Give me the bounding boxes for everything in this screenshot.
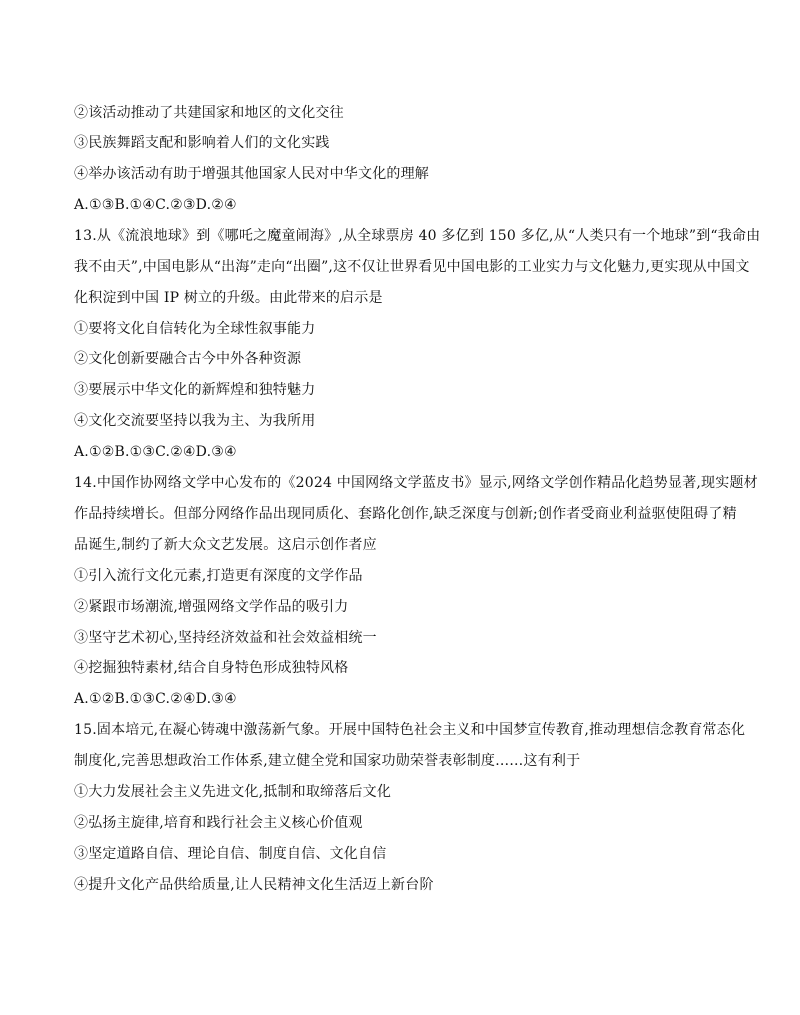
q14-option-1: ①引入流行文化元素,打造更有深度的文学作品 bbox=[74, 568, 363, 584]
q13-stem-line-1: 13.从《流浪地球》到《哪吒之魔童闹海》,从全球票房 40 多亿到 150 多亿,从“人类只有一个地球”到“我命由 bbox=[74, 228, 761, 244]
q15-stem-line-2: 制度化,完善思想政治工作体系,建立健全党和国家功勋荣誉表彰制度……这有利于 bbox=[74, 753, 581, 769]
q14-answer-choices: A.①②B.①③C.②④D.③④ bbox=[74, 691, 237, 707]
q14-stem-line-2: 作品持续增长。但部分网络作品出现同质化、套路化创作,缺乏深度与创新;创作者受商业利益驱使阻碍了精 bbox=[74, 506, 737, 522]
q14-option-2: ②紧跟市场潮流,增强网络文学作品的吸引力 bbox=[74, 599, 349, 615]
q15-option-1: ①大力发展社会主义先进文化,抵制和取缔落后文化 bbox=[74, 784, 392, 800]
prev-answer-choices: A.①③B.①④C.②③D.②④ bbox=[74, 197, 237, 213]
q15-option-3: ③坚定道路自信、理论自信、制度自信、文化自信 bbox=[74, 846, 387, 862]
q14-option-4: ④挖掘独特素材,结合自身特色形成独特风格 bbox=[74, 660, 349, 676]
q13-stem-line-2: 我不由天”,中国电影从“出海”走向“出圈”,这不仅让世界看见中国电影的工业实力与文化魅力,更实现从中国文 bbox=[74, 259, 750, 275]
q13-stem-line-3: 化积淀到中国 IP 树立的升级。由此带来的启示是 bbox=[74, 290, 383, 306]
q15-option-4: ④提升文化产品供给质量,让人民精神文化生活迈上新台阶 bbox=[74, 877, 434, 893]
q13-option-1: ①要将文化自信转化为全球性叙事能力 bbox=[74, 321, 316, 337]
q13-answer-choices: A.①②B.①③C.②④D.③④ bbox=[74, 444, 237, 460]
q13-option-3: ③要展示中华文化的新辉煌和独特魅力 bbox=[74, 382, 316, 398]
q15-stem-line-1: 15.固本培元,在凝心铸魂中激荡新气象。开展中国特色社会主义和中国梦宣传教育,推动理想信念教育常态化 bbox=[74, 722, 746, 738]
prev-option-2: ②该活动推动了共建国家和地区的文化交往 bbox=[74, 105, 344, 121]
q15-option-2: ②弘扬主旋律,培育和践行社会主义核心价值观 bbox=[74, 815, 363, 831]
prev-option-4: ④举办该活动有助于增强其他国家人民对中华文化的理解 bbox=[74, 166, 429, 182]
q14-option-3: ③坚守艺术初心,坚持经济效益和社会效益相统一 bbox=[74, 630, 377, 646]
q14-stem-line-1: 14.中国作协网络文学中心发布的《2024 中国网络文学蓝皮书》显示,网络文学创作精品化趋势显著,现实题材 bbox=[74, 475, 758, 491]
q14-stem-line-3: 品诞生,制约了新大众文艺发展。这启示创作者应 bbox=[74, 537, 377, 553]
q13-option-2: ②文化创新要融合古今中外各种资源 bbox=[74, 351, 302, 367]
prev-option-3: ③民族舞蹈支配和影响着人们的文化实践 bbox=[74, 135, 330, 151]
q13-option-4: ④文化交流要坚持以我为主、为我所用 bbox=[74, 413, 316, 429]
